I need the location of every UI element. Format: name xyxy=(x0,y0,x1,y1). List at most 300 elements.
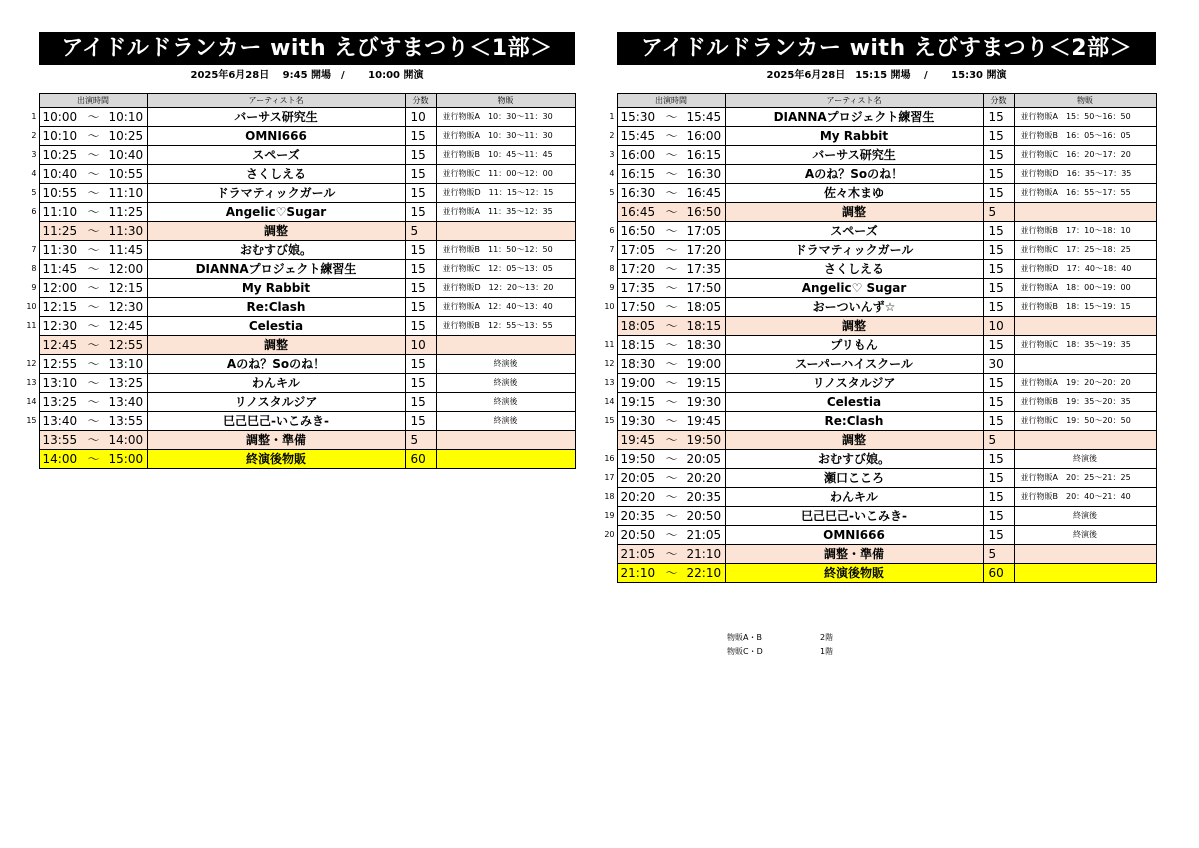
artist-name: さくしえる xyxy=(147,165,405,184)
row-number: 5 xyxy=(31,188,37,197)
artist-name: リノスタルジア xyxy=(147,393,405,412)
start-time: 17:20 xyxy=(620,262,656,276)
minutes: 60 xyxy=(983,564,1014,583)
start-time: 17:50 xyxy=(620,300,656,314)
artist-name: バーサス研究生 xyxy=(725,146,983,165)
merch-slot: 終演後 xyxy=(1014,526,1156,545)
start-time: 13:55 xyxy=(42,433,78,447)
schedule-row xyxy=(595,374,1156,393)
part1-subtitle: 2025年6月28日 9:45 開場 / 10:00 開演 xyxy=(190,70,424,81)
merch-slot: 並行物販A 15：50〜16：50 xyxy=(1014,108,1156,127)
schedule-row xyxy=(17,241,575,260)
start-time: 19:45 xyxy=(620,433,656,447)
time-cell xyxy=(39,203,147,222)
time-separator: 〜 xyxy=(87,414,100,428)
time-cell xyxy=(617,241,725,260)
end-time: 19:30 xyxy=(686,395,722,409)
part2-schedule-table xyxy=(595,93,1157,583)
time-separator: 〜 xyxy=(665,528,678,542)
end-time: 11:45 xyxy=(108,243,144,257)
start-time: 11:25 xyxy=(42,224,78,238)
merch-slot: 終演後 xyxy=(1014,507,1156,526)
row-number xyxy=(595,564,617,583)
time-separator: 〜 xyxy=(665,205,678,219)
row-number xyxy=(595,431,617,450)
final-merch-row xyxy=(595,564,1156,583)
row-number: 6 xyxy=(609,226,615,235)
schedule-row xyxy=(595,146,1156,165)
time-separator: 〜 xyxy=(87,205,100,219)
part1-panel xyxy=(26,32,575,466)
end-time: 19:50 xyxy=(686,433,722,447)
schedule-row xyxy=(595,526,1156,545)
row-number: 5 xyxy=(609,188,615,197)
schedule-row xyxy=(595,469,1156,488)
start-time: 13:40 xyxy=(42,414,78,428)
minutes: 5 xyxy=(405,222,436,241)
time-cell xyxy=(39,317,147,336)
time-cell xyxy=(617,203,725,222)
artist-name: Celestia xyxy=(725,393,983,412)
minutes: 15 xyxy=(405,317,436,336)
start-time: 12:30 xyxy=(42,319,78,333)
row-number: 15 xyxy=(26,416,37,425)
start-time: 10:40 xyxy=(42,167,78,181)
merch-slot: 並行物販D 12：20〜13：20 xyxy=(436,279,575,298)
artist-name: おーついんず☆ xyxy=(725,298,983,317)
merch-slot xyxy=(436,431,575,450)
merch-slot: 並行物販A 12：40〜13：40 xyxy=(436,298,575,317)
end-time: 17:50 xyxy=(686,281,722,295)
row-number: 2 xyxy=(31,131,37,140)
minutes: 15 xyxy=(983,336,1014,355)
end-time: 17:35 xyxy=(686,262,722,276)
minutes: 15 xyxy=(983,279,1014,298)
merch-slot: 並行物販D 16：35〜17：35 xyxy=(1014,165,1156,184)
minutes: 5 xyxy=(405,431,436,450)
row-number: 6 xyxy=(31,207,37,216)
artist-name: 調整 xyxy=(725,431,983,450)
schedule-row xyxy=(595,336,1156,355)
end-time: 16:45 xyxy=(686,186,722,200)
start-time: 12:00 xyxy=(42,281,78,295)
merch-slot xyxy=(1014,545,1156,564)
minutes: 15 xyxy=(405,165,436,184)
adjustment-row xyxy=(595,545,1156,564)
minutes: 15 xyxy=(983,393,1014,412)
merch-slot xyxy=(1014,431,1156,450)
end-time: 12:15 xyxy=(108,281,144,295)
table-header-row xyxy=(17,94,575,108)
row-number: 10 xyxy=(26,302,37,311)
start-time: 10:10 xyxy=(42,129,78,143)
floor-note-floor: 2階 xyxy=(820,633,834,642)
adjustment-row xyxy=(17,336,575,355)
minutes: 15 xyxy=(983,469,1014,488)
row-number: 3 xyxy=(31,150,37,159)
end-time: 16:00 xyxy=(686,129,722,143)
merch-slot: 並行物販A 10：30〜11：30 xyxy=(436,108,575,127)
time-separator: 〜 xyxy=(665,357,678,371)
time-cell xyxy=(617,374,725,393)
end-time: 11:30 xyxy=(108,224,144,238)
minutes: 15 xyxy=(983,165,1014,184)
start-time: 17:05 xyxy=(620,243,656,257)
start-time: 20:35 xyxy=(620,509,656,523)
start-time: 20:20 xyxy=(620,490,656,504)
minutes: 15 xyxy=(405,374,436,393)
minutes: 15 xyxy=(983,526,1014,545)
row-number: 15 xyxy=(604,416,615,425)
start-time: 21:05 xyxy=(620,547,656,561)
time-separator: 〜 xyxy=(665,319,678,333)
schedule-row xyxy=(595,488,1156,507)
merch-slot: 並行物販C 11：00〜12：00 xyxy=(436,165,575,184)
row-number xyxy=(595,545,617,564)
time-cell xyxy=(617,545,725,564)
time-separator: 〜 xyxy=(87,110,100,124)
end-time: 12:55 xyxy=(108,338,144,352)
time-cell xyxy=(39,450,147,469)
start-time: 13:10 xyxy=(42,376,78,390)
minutes: 15 xyxy=(983,450,1014,469)
time-cell xyxy=(39,184,147,203)
schedule-row xyxy=(17,165,575,184)
end-time: 10:10 xyxy=(108,110,144,124)
end-time: 21:05 xyxy=(686,528,722,542)
time-cell xyxy=(39,355,147,374)
time-separator: 〜 xyxy=(87,224,100,238)
row-number: 12 xyxy=(604,359,615,368)
row-number xyxy=(17,336,39,355)
artist-name: Angelic♡Sugar xyxy=(147,203,405,222)
merch-slot: 並行物販A 19：20〜20：20 xyxy=(1014,374,1156,393)
row-number: 9 xyxy=(609,283,615,292)
start-time: 14:00 xyxy=(42,452,78,466)
artist-name: OMNI666 xyxy=(725,526,983,545)
time-separator: 〜 xyxy=(87,319,100,333)
time-separator: 〜 xyxy=(665,490,678,504)
schedule-row xyxy=(17,184,575,203)
floor-note-booths: 物販A・B xyxy=(727,633,762,642)
row-number: 13 xyxy=(604,378,615,387)
schedule-row xyxy=(17,412,575,431)
start-time: 11:10 xyxy=(42,205,78,219)
start-time: 19:30 xyxy=(620,414,656,428)
artist-name: おむすび娘。 xyxy=(147,241,405,260)
time-separator: 〜 xyxy=(665,300,678,314)
time-separator: 〜 xyxy=(665,110,678,124)
artist-name: リノスタルジア xyxy=(725,374,983,393)
time-cell xyxy=(617,222,725,241)
time-cell xyxy=(617,108,725,127)
row-number xyxy=(595,317,617,336)
start-time: 18:30 xyxy=(620,357,656,371)
merch-slot: 終演後 xyxy=(436,355,575,374)
time-cell xyxy=(617,469,725,488)
row-number xyxy=(17,431,39,450)
row-number: 11 xyxy=(26,321,37,330)
schedule-row xyxy=(595,222,1156,241)
time-separator: 〜 xyxy=(665,471,678,485)
number-header xyxy=(17,94,39,108)
merch-slot xyxy=(436,450,575,469)
end-time: 20:50 xyxy=(686,509,722,523)
artist-name: 調整・準備 xyxy=(725,545,983,564)
merch-slot: 並行物販C 19：50〜20：50 xyxy=(1014,412,1156,431)
merch-slot: 並行物販A 20：25〜21：25 xyxy=(1014,469,1156,488)
schedule-row xyxy=(17,108,575,127)
time-separator: 〜 xyxy=(87,395,100,409)
time-separator: 〜 xyxy=(87,281,100,295)
time-cell xyxy=(39,374,147,393)
minutes: 15 xyxy=(983,222,1014,241)
merch-slot: 並行物販D 17：40〜18：40 xyxy=(1014,260,1156,279)
start-time: 19:15 xyxy=(620,395,656,409)
time-separator: 〜 xyxy=(665,186,678,200)
time-separator: 〜 xyxy=(665,148,678,162)
row-number xyxy=(17,450,39,469)
artist-name: スペーズ xyxy=(725,222,983,241)
end-time: 13:10 xyxy=(108,357,144,371)
time-separator: 〜 xyxy=(87,433,100,447)
time-separator: 〜 xyxy=(665,129,678,143)
artist-name: 終演後物販 xyxy=(147,450,405,469)
minutes: 15 xyxy=(405,203,436,222)
schedule-row xyxy=(595,393,1156,412)
row-number: 1 xyxy=(609,112,615,121)
time-cell xyxy=(617,184,725,203)
end-time: 20:20 xyxy=(686,471,722,485)
merch-slot: 並行物販B 16：05〜16：05 xyxy=(1014,127,1156,146)
merch-slot xyxy=(1014,317,1156,336)
time-cell xyxy=(617,526,725,545)
schedule-row xyxy=(17,203,575,222)
adjustment-row xyxy=(17,222,575,241)
end-time: 13:55 xyxy=(108,414,144,428)
end-time: 11:25 xyxy=(108,205,144,219)
time-separator: 〜 xyxy=(665,547,678,561)
end-time: 16:30 xyxy=(686,167,722,181)
row-number xyxy=(595,203,617,222)
artist-name: 調整 xyxy=(725,203,983,222)
floor-note-floor: 1階 xyxy=(820,647,834,656)
time-cell xyxy=(39,127,147,146)
start-time: 20:50 xyxy=(620,528,656,542)
time-separator: 〜 xyxy=(665,509,678,523)
start-time: 16:00 xyxy=(620,148,656,162)
time-separator: 〜 xyxy=(665,395,678,409)
time-cell xyxy=(617,450,725,469)
time-header: 出演時間 xyxy=(39,94,147,108)
minutes: 15 xyxy=(983,374,1014,393)
end-time: 19:15 xyxy=(686,376,722,390)
artist-name: Aのね？Soのね！ xyxy=(725,165,983,184)
row-number: 17 xyxy=(604,473,615,482)
schedule-row xyxy=(17,393,575,412)
minutes: 15 xyxy=(983,298,1014,317)
minutes: 15 xyxy=(405,355,436,374)
minutes: 15 xyxy=(405,393,436,412)
artist-name: バーサス研究生 xyxy=(147,108,405,127)
end-time: 12:30 xyxy=(108,300,144,314)
start-time: 15:30 xyxy=(620,110,656,124)
start-time: 20:05 xyxy=(620,471,656,485)
schedule-row xyxy=(595,507,1156,526)
start-time: 12:55 xyxy=(42,357,78,371)
artist-name: わんキル xyxy=(147,374,405,393)
merch-slot: 並行物販B 17：10〜18：10 xyxy=(1014,222,1156,241)
end-time: 11:10 xyxy=(108,186,144,200)
artist-name: プリもん xyxy=(725,336,983,355)
minutes: 15 xyxy=(983,241,1014,260)
artist-name: Re:Clash xyxy=(147,298,405,317)
minutes: 15 xyxy=(405,127,436,146)
schedule-row xyxy=(595,412,1156,431)
minutes: 15 xyxy=(983,127,1014,146)
minutes: 60 xyxy=(405,450,436,469)
time-separator: 〜 xyxy=(87,262,100,276)
time-separator: 〜 xyxy=(87,338,100,352)
start-time: 11:45 xyxy=(42,262,78,276)
row-number: 4 xyxy=(609,169,615,178)
merch-slot: 並行物販B 20：40〜21：40 xyxy=(1014,488,1156,507)
end-time: 18:05 xyxy=(686,300,722,314)
row-number: 20 xyxy=(604,530,615,539)
floor-notes xyxy=(727,631,833,659)
merch-slot: 並行物販B 12：55〜13：55 xyxy=(436,317,575,336)
start-time: 16:45 xyxy=(620,205,656,219)
artist-name: Angelic♡ Sugar xyxy=(725,279,983,298)
time-cell xyxy=(617,260,725,279)
row-number: 3 xyxy=(609,150,615,159)
artist-name: 瀬口こころ xyxy=(725,469,983,488)
artist-name: Re:Clash xyxy=(725,412,983,431)
start-time: 16:15 xyxy=(620,167,656,181)
end-time: 18:15 xyxy=(686,319,722,333)
end-time: 16:50 xyxy=(686,205,722,219)
end-time: 10:40 xyxy=(108,148,144,162)
merch-slot: 並行物販A 10：30〜11：30 xyxy=(436,127,575,146)
row-number: 7 xyxy=(31,245,37,254)
artist-name: さくしえる xyxy=(725,260,983,279)
schedule-row xyxy=(17,374,575,393)
start-time: 12:15 xyxy=(42,300,78,314)
artist-name: DIANNAプロジェクト練習生 xyxy=(725,108,983,127)
time-separator: 〜 xyxy=(665,167,678,181)
part2-subtitle: 2025年6月28日 15:15 開場 / 15:30 開演 xyxy=(766,70,1007,81)
schedule-row xyxy=(595,241,1156,260)
minutes: 5 xyxy=(983,545,1014,564)
row-number: 10 xyxy=(604,302,615,311)
part2-panel xyxy=(604,32,1156,580)
time-cell xyxy=(617,412,725,431)
table-header-row xyxy=(595,94,1156,108)
schedule-row xyxy=(595,355,1156,374)
row-number: 11 xyxy=(604,340,615,349)
time-separator: 〜 xyxy=(665,414,678,428)
merch-slot: 並行物販C 18：35〜19：35 xyxy=(1014,336,1156,355)
end-time: 18:30 xyxy=(686,338,722,352)
end-time: 22:10 xyxy=(686,566,722,580)
minutes: 15 xyxy=(405,412,436,431)
start-time: 19:50 xyxy=(620,452,656,466)
end-time: 20:35 xyxy=(686,490,722,504)
time-cell xyxy=(39,298,147,317)
time-separator: 〜 xyxy=(87,186,100,200)
time-separator: 〜 xyxy=(665,433,678,447)
artist-name: 終演後物販 xyxy=(725,564,983,583)
time-cell xyxy=(39,165,147,184)
number-header xyxy=(595,94,617,108)
schedule-row xyxy=(595,260,1156,279)
time-cell xyxy=(617,146,725,165)
time-separator: 〜 xyxy=(665,452,678,466)
artist-name: 調整 xyxy=(725,317,983,336)
time-cell xyxy=(617,355,725,374)
artist-name: ドラマティックガール xyxy=(147,184,405,203)
adjustment-row xyxy=(17,431,575,450)
time-separator: 〜 xyxy=(87,148,100,162)
end-time: 13:25 xyxy=(108,376,144,390)
merch-slot: 終演後 xyxy=(436,412,575,431)
schedule-row xyxy=(17,355,575,374)
time-separator: 〜 xyxy=(665,262,678,276)
minutes: 15 xyxy=(983,146,1014,165)
time-separator: 〜 xyxy=(87,129,100,143)
end-time: 14:00 xyxy=(108,433,144,447)
row-number: 12 xyxy=(26,359,37,368)
time-separator: 〜 xyxy=(87,376,100,390)
artist-name: 調整 xyxy=(147,336,405,355)
minutes: 15 xyxy=(983,488,1014,507)
time-cell xyxy=(617,507,725,526)
time-header: 出演時間 xyxy=(617,94,725,108)
time-cell xyxy=(617,564,725,583)
start-time: 15:45 xyxy=(620,129,656,143)
artist-header: アーティスト名 xyxy=(725,94,983,108)
time-separator: 〜 xyxy=(665,566,678,580)
schedule-row xyxy=(17,127,575,146)
row-number: 14 xyxy=(26,397,37,406)
row-number xyxy=(17,222,39,241)
schedule-row xyxy=(595,108,1156,127)
time-cell xyxy=(39,260,147,279)
row-number: 9 xyxy=(31,283,37,292)
floor-note-booths: 物販C・D xyxy=(727,647,763,656)
row-number: 2 xyxy=(609,131,615,140)
schedule-row xyxy=(595,127,1156,146)
artist-name: DIANNAプロジェクト練習生 xyxy=(147,260,405,279)
artist-name: ドラマティックガール xyxy=(725,241,983,260)
artist-name: 調整・準備 xyxy=(147,431,405,450)
minutes: 15 xyxy=(983,507,1014,526)
merch-slot: 並行物販D 11：15〜12：15 xyxy=(436,184,575,203)
time-separator: 〜 xyxy=(665,376,678,390)
time-cell xyxy=(617,298,725,317)
minutes: 15 xyxy=(983,184,1014,203)
time-separator: 〜 xyxy=(87,357,100,371)
merch-slot: 並行物販C 17：25〜18：25 xyxy=(1014,241,1156,260)
time-separator: 〜 xyxy=(87,243,100,257)
row-number: 8 xyxy=(609,264,615,273)
start-time: 21:10 xyxy=(620,566,656,580)
time-cell xyxy=(617,336,725,355)
artist-name: わんキル xyxy=(725,488,983,507)
end-time: 17:05 xyxy=(686,224,722,238)
row-number: 18 xyxy=(604,492,615,501)
minutes: 15 xyxy=(983,108,1014,127)
